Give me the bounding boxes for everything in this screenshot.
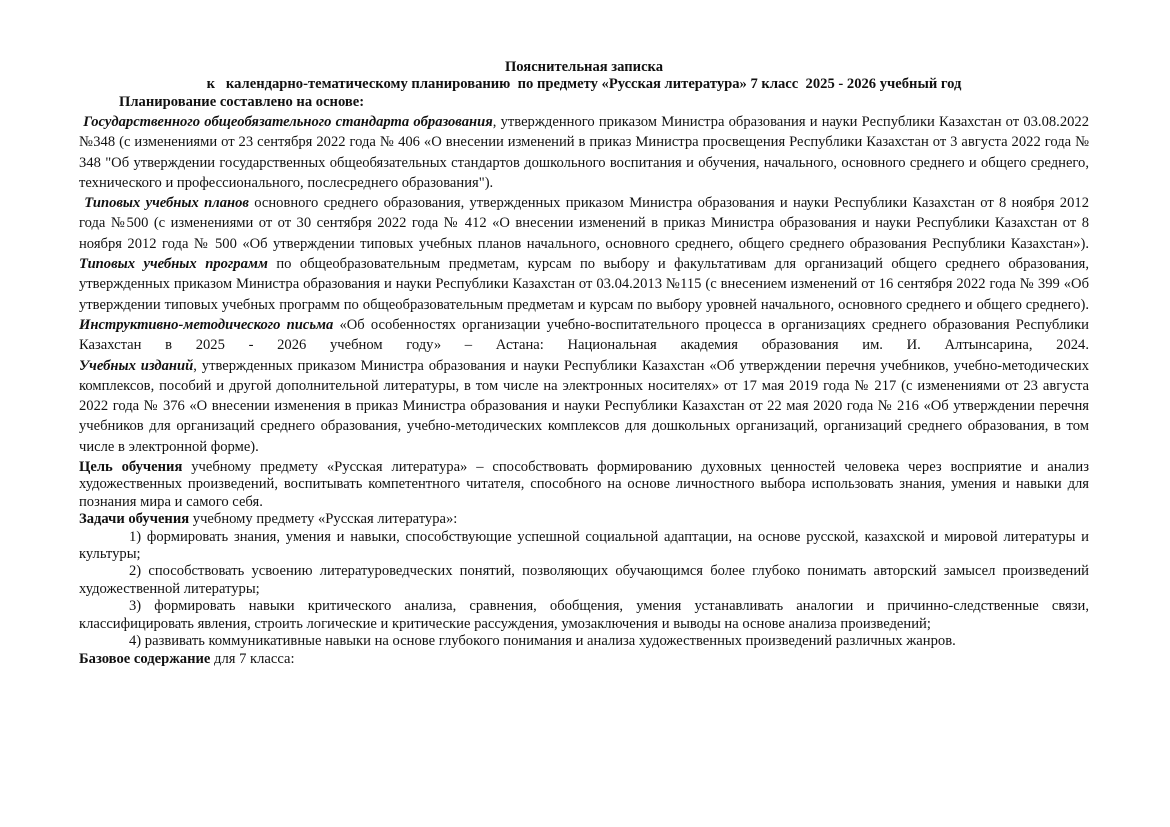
content-text: для 7 класса: [210,650,295,667]
goal-text: учебному предмету «Русская литература» – способствовать формированию духовных ценностей человека через восприятие и анализ художественных произведений, воспитывать компетентного читателя, способного на основе личностного выбора использовать знания, умения и навыки для познания мира и самого себя. [79,459,1089,510]
document-page [79,59,1089,668]
basis-paragraph [79,193,1089,254]
content-lead: Базовое содержание [79,650,211,667]
tasks-text: учебному предмету «Русская литература»: [189,511,458,528]
basis-paragraph [79,112,1089,193]
basis-lead: Типовых учебных планов [84,195,249,212]
document-title: Пояснительная записка [504,59,664,75]
basis-text: «Об особенностях организации учебно-воспитательного процесса в организациях среднего образования Республики Казахстан в 2025 - 2026 учебном году» – Астана: Национальная академия образования им. И. Алтынсарина, 2024. [79,316,1089,354]
basis-lead: Учебных изданий [79,357,194,374]
tasks-lead: Задачи обучения [79,511,190,528]
basis-heading: Планирование составлено на основе: [119,94,365,110]
basis-text: , утвержденных приказом Министра образования и науки Республики Казахстан «Об утверждении перечня учебников, учебно-методических комплексов, пособий и другой дополнительной литературы, в том числе на электронных носителях» от 17 мая 2019 года № 217 (с изменениями от 23 августа 2022 года № 376 «О внесении изменения в приказ Министра образования и науки Республики Казахстан от 22 мая 2020 года № 216 «Об утверждении перечня учебников для организаций среднего образования, учебно-методических комплексов для дошкольных организаций, организаций среднего образования, в том числе в электронной форме). [79,357,1089,455]
basis-paragraph [79,315,1089,356]
basis-text: основного среднего образования, утвержденных приказом Министра образования и науки Республики Казахстан от 8 ноября 2012 года №500 (с изменениями от от 30 сентября 2022 года № 412 «О внесении изменений в приказ Министра образования и науки Республики Казахстан от 8 ноября 2012 года № 500 «Об утверждении типовых учебных планов начального, основного среднего, общего среднего образования Республики Казахстан»). [79,195,1089,252]
basis-lead: Типовых учебных программ [79,256,268,273]
goal-paragraph [79,459,1089,511]
task-item: 2) способствовать усвоению литературоведческих понятий, позволяющих обучающимся более глубоко понимать авторский замысел произведений художественной литературы; [79,563,1089,597]
basis-paragraph [79,356,1089,457]
basis-text: по общеобразовательным предметам, курсам по выбору и факультативам для организаций общего среднего образования, утвержденных приказом Министра образования и науки Республики Казахстан от 03.04.2013 №115 (с внесением изменений от 16 сентября 2022 года № 399 «Об утверждении типовых учебных программ по общеобразовательным предметам и курсам по выбору уровней начального, основного среднего и общего среднего). [79,256,1089,313]
task-item: 1) формировать знания, умения и навыки, способствующие успешной социальной адаптации, на основе русской, казахской и мировой литературы и культуры; [79,528,1089,563]
basis-text: , утвержденного приказом Министра образования и науки Республики Казахстан от 03.08.2022 №348 (с изменениями от 23 сентября 2022 года № 406 «О внесении изменений в приказ Министра просвещения Республики Казахстан от 3 августа 2022 года № 348 "Об утверждении государственных общеобязательных стандартов дошкольного воспитания и обучения, начального, основного среднего и общего среднего, технического и профессионального, послесреднего образования"). [79,114,1090,191]
goal-lead: Цель обучения [79,459,183,476]
basis-paragraph [79,254,1089,315]
basis-lead: Инструктивно-методического письма [79,316,334,333]
goals-section [79,459,1089,668]
task-item: 4) развивать коммуникативные навыки на основе глубокого понимания и анализа художественных произведений различных жанров. [129,633,956,650]
task-item: 3) формировать навыки критического анализа, сравнения, обобщения, умения устанавливать аналогии и причинно-следственные связи, классифицировать явления, строить логические и критические рассуждения, умозаключения и выводы на основе анализа произведений; [79,598,1089,632]
content-heading [79,651,1089,668]
basis-list [79,112,1089,457]
basis-lead: Государственного общеобязательного стандарта образования [83,114,493,130]
tasks-heading [79,511,1089,528]
document-subtitle: к календарно-тематическому планированию по предмету «Русская литература» 7 класс 2025 - 2026 учебный год [206,76,962,92]
